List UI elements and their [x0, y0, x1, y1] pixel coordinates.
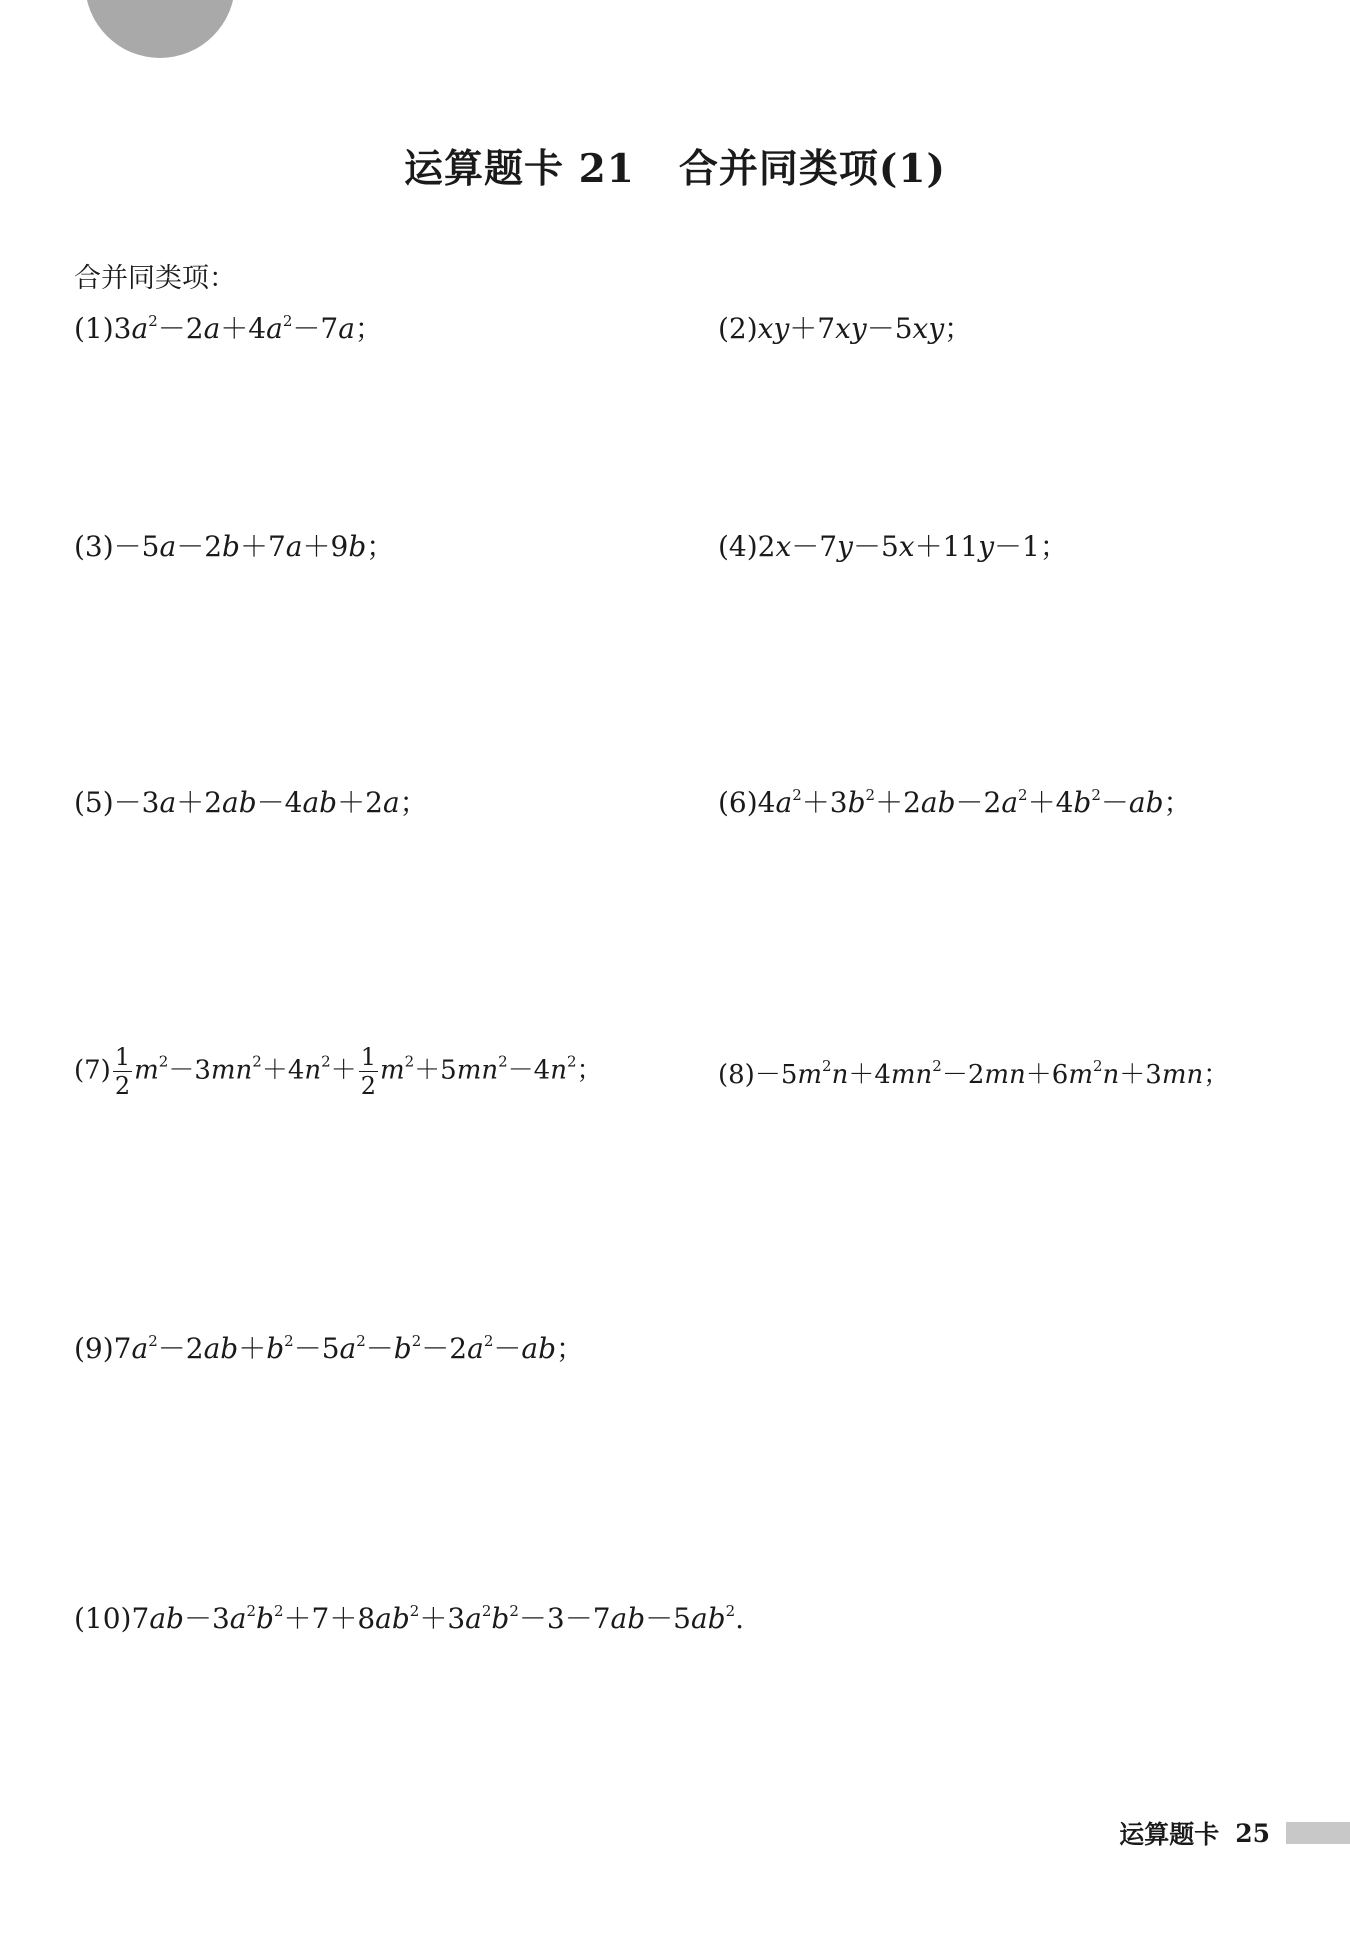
problem-10: $(10)7ab-3a^2b^2+7+8ab^2+3a^2b^2-3-7ab-5ab^2$.: [74, 1602, 745, 1635]
problem-label: (3): [74, 530, 114, 563]
fraction-one-half: $\frac{1}{2}$: [114, 1043, 131, 1100]
problem-label: (4): [718, 530, 758, 563]
problem-2: (2)xy＋7xy－5xy；: [718, 312, 973, 345]
title-topic: 合并同类项(1): [678, 146, 946, 192]
problem-label: (5): [74, 786, 114, 819]
problem-1: $(1)3a^2-2a+4a^2-7a$；: [74, 312, 383, 345]
problem-7: (7) $\frac{1}{2}$ $m^2-3mn^2+4n^2+$ $\frac{1}{2}$ $m^2+5mn^2-4n^2$；: [74, 1043, 603, 1100]
problem-label: (9): [74, 1332, 114, 1365]
problem-8: $(8)-5m^2n+4mn^2-2mn+6m^2n+3mn$；: [718, 1057, 1230, 1090]
page-number: 25: [1235, 1818, 1270, 1848]
corner-decoration: [85, 0, 235, 58]
footer-label: 运算题卡: [1119, 1820, 1220, 1849]
fraction-one-half: $\frac{1}{2}$: [360, 1043, 376, 1100]
problem-label: (8): [718, 1060, 755, 1090]
problem-label: (7): [74, 1055, 111, 1086]
instructions: 合并同类项：: [74, 263, 236, 294]
problem-label: (2): [718, 312, 758, 345]
problem-label: (10): [74, 1602, 132, 1635]
problem-9: $(9)7a^2-2ab+b^2-5a^2-b^2-2a^2-ab$；: [74, 1332, 585, 1365]
page-title: [0, 138, 1350, 194]
page-footer: [1119, 1815, 1350, 1851]
problem-5: (5)－3a＋2ab－4ab＋2a；: [74, 786, 428, 819]
problem-4: (4)2x－7y－5x＋11y－1；: [718, 530, 1068, 563]
problem-label: (1): [74, 312, 114, 345]
footer-bar-decoration: [1286, 1822, 1350, 1844]
title-card-number: 运算题卡 21: [404, 146, 635, 192]
problem-label: (6): [718, 786, 758, 819]
problem-3: (3)－5a－2b＋7a＋9b；: [74, 530, 395, 563]
problem-6: $(6)4a^2+3b^2+2ab-2a^2+4b^2-ab$；: [718, 786, 1192, 819]
